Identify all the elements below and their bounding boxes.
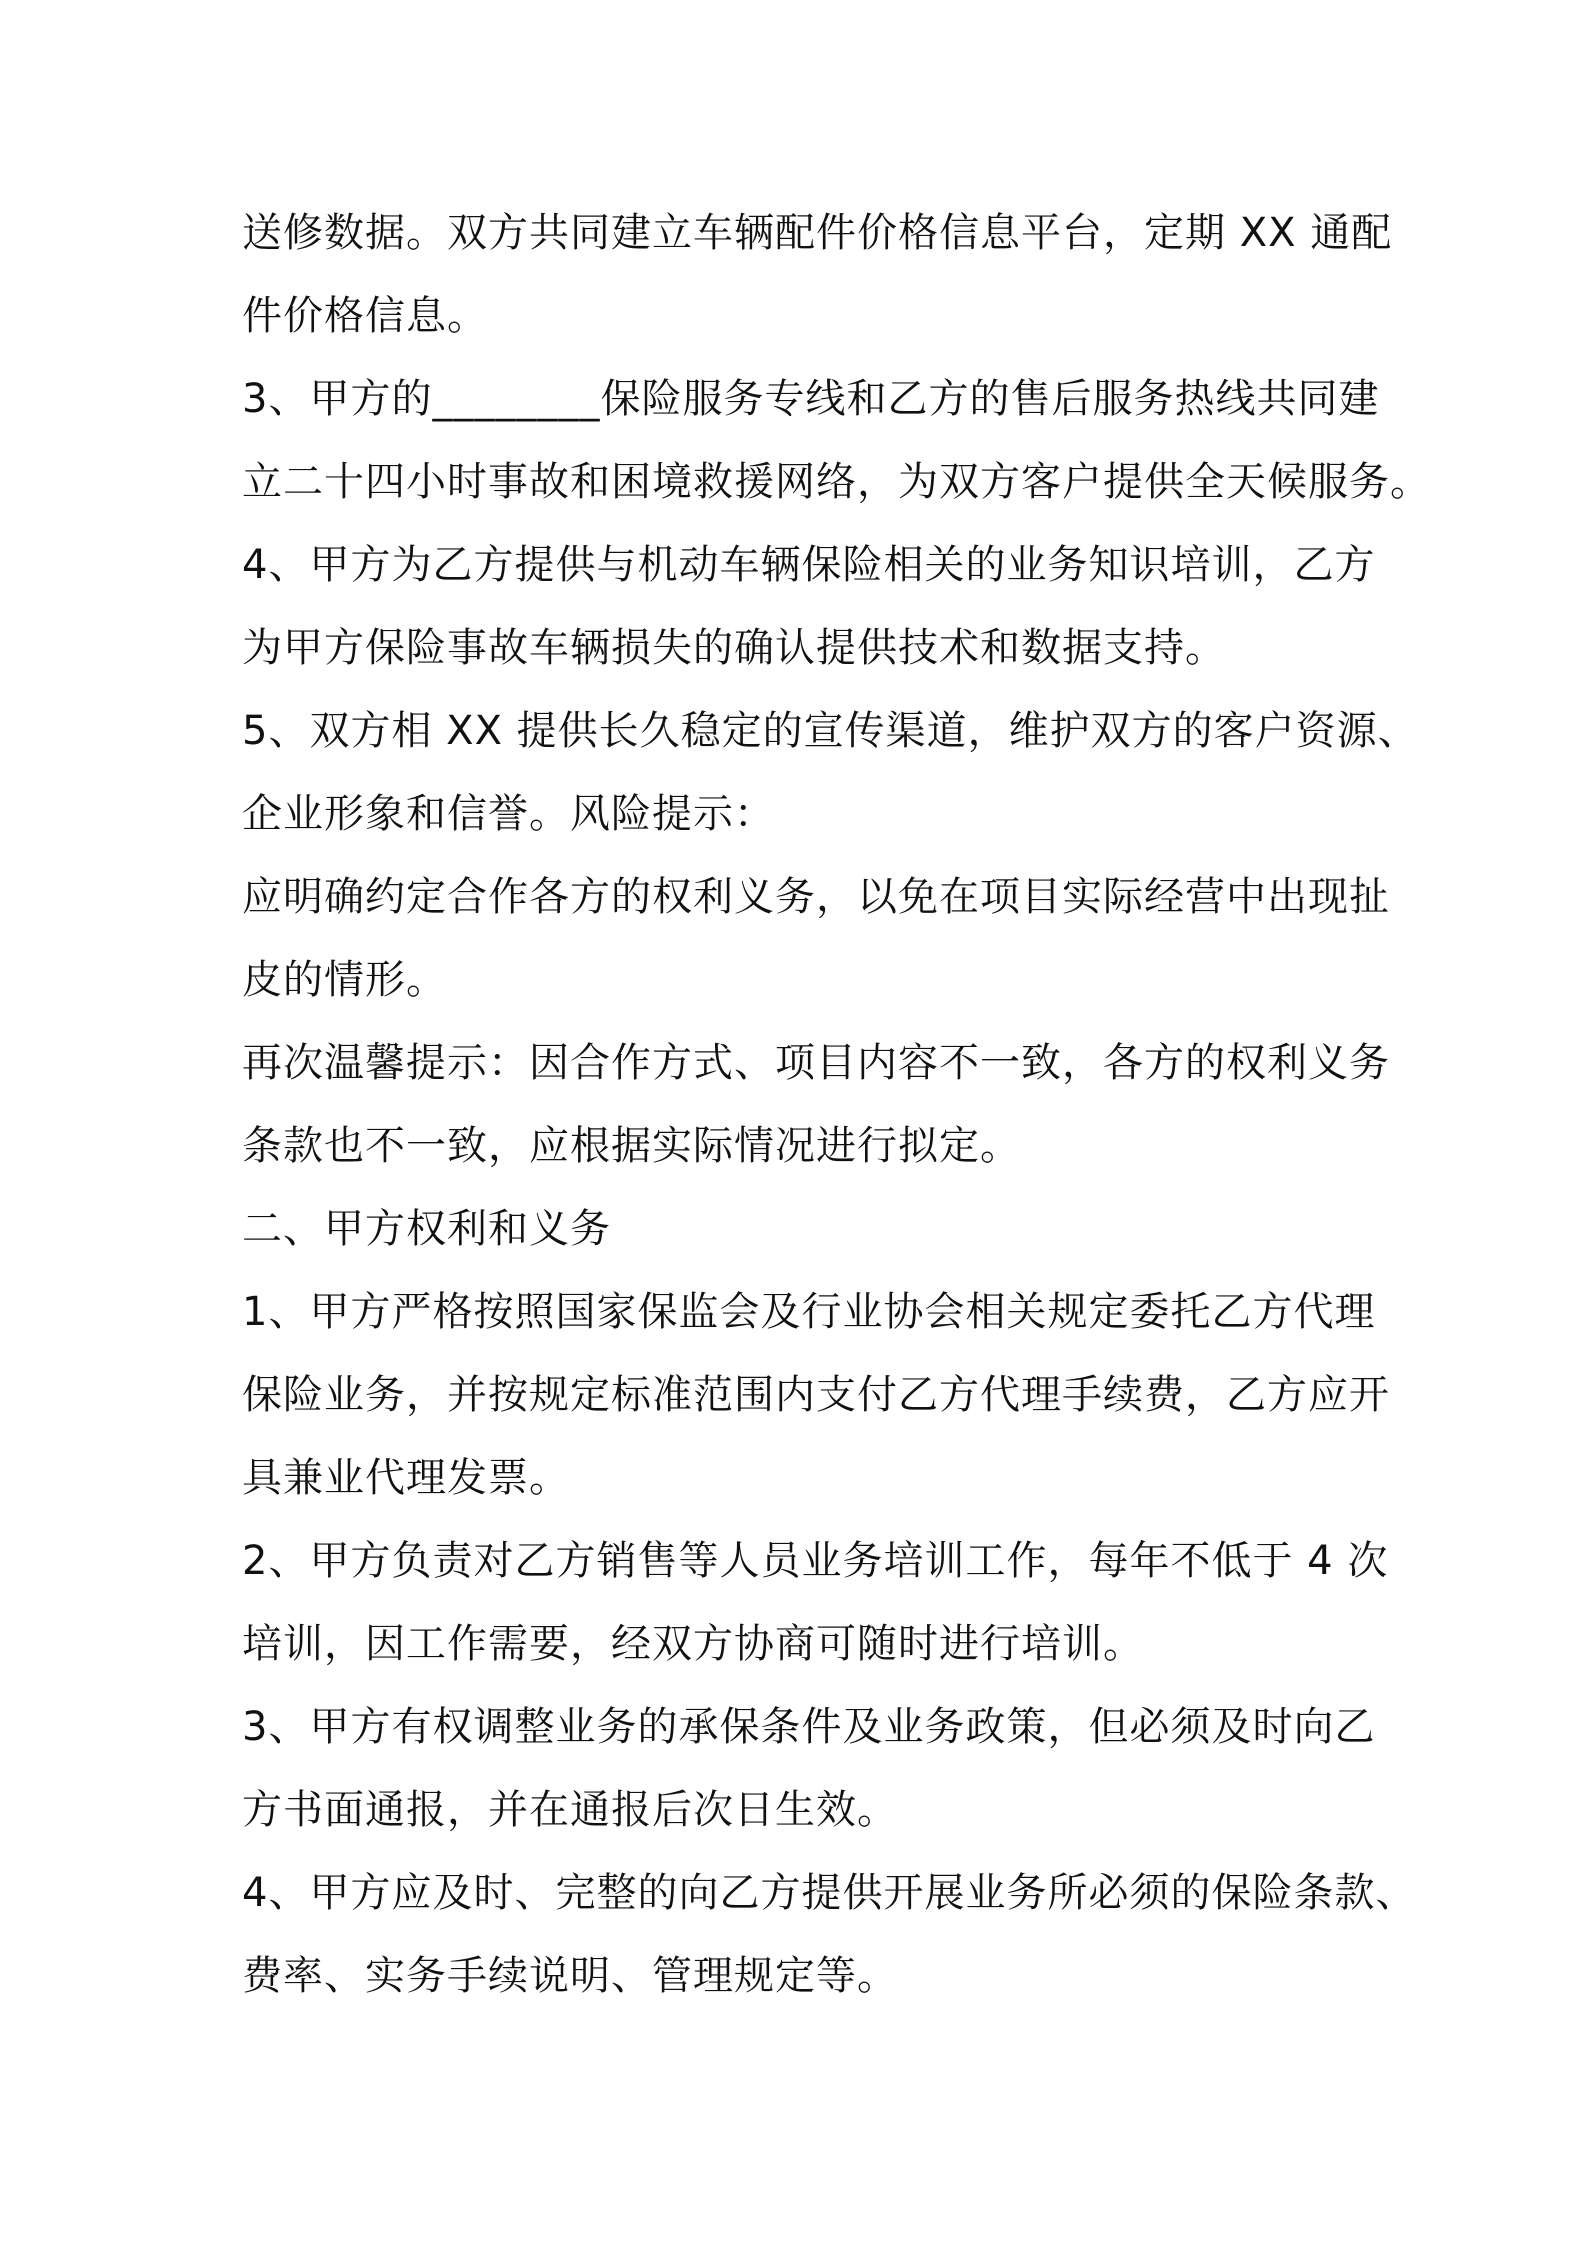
text-line-21: 4、甲方应及时、完整的向乙方提供开展业务所必须的保险条款、: [242, 1870, 1417, 1916]
text-line-7: 5、双方相 XX 提供长久稳定的宣传渠道，维护双方的客户资源、: [242, 708, 1419, 754]
text-line-11: 再次温馨提示：因合作方式、项目内容不一致，各方的权利义务: [242, 1040, 1390, 1086]
text-line-2: 件价格信息。: [242, 293, 488, 339]
section-heading: 二、甲方权利和义务: [242, 1206, 611, 1252]
text-line-20: 方书面通报，并在通报后次日生效。: [242, 1787, 898, 1833]
text-line-5: 4、甲方为乙方提供与机动车辆保险相关的业务知识培训，乙方: [242, 542, 1376, 588]
text-line-18: 培训，因工作需要，经双方协商可随时进行培训。: [242, 1621, 1144, 1667]
text-line-19: 3、甲方有权调整业务的承保条件及业务政策，但必须及时向乙: [242, 1704, 1376, 1750]
text-line-14: 1、甲方严格按照国家保监会及行业协会相关规定委托乙方代理: [242, 1289, 1376, 1335]
text-line-12: 条款也不一致，应根据实际情况进行拟定。: [242, 1123, 1021, 1169]
text-line-8: 企业形象和信誉。风险提示：: [242, 791, 775, 837]
text-line-22: 费率、实务手续说明、管理规定等。: [242, 1953, 898, 1999]
text-line-6: 为甲方保险事故车辆损失的确认提供技术和数据支持。: [242, 625, 1226, 671]
text-line-3: 3、甲方的________保险服务专线和乙方的售后服务热线共同建: [242, 376, 1380, 422]
text-line-10: 皮的情形。: [242, 957, 447, 1003]
document-body: [242, 192, 1431, 2018]
text-line-17: 2、甲方负责对乙方销售等人员业务培训工作，每年不低于 4 次: [242, 1538, 1389, 1584]
text-line-15: 保险业务，并按规定标准范围内支付乙方代理手续费，乙方应开: [242, 1372, 1390, 1418]
text-line-9: 应明确约定合作各方的权利义务，以免在项目实际经营中出现扯: [242, 874, 1390, 920]
text-line-16: 具兼业代理发票。: [242, 1455, 570, 1501]
text-line-4: 立二十四小时事故和困境救援网络，为双方客户提供全天候服务。: [242, 459, 1431, 505]
text-line-1: 送修数据。双方共同建立车辆配件价格信息平台，定期 XX 通配: [242, 210, 1393, 256]
